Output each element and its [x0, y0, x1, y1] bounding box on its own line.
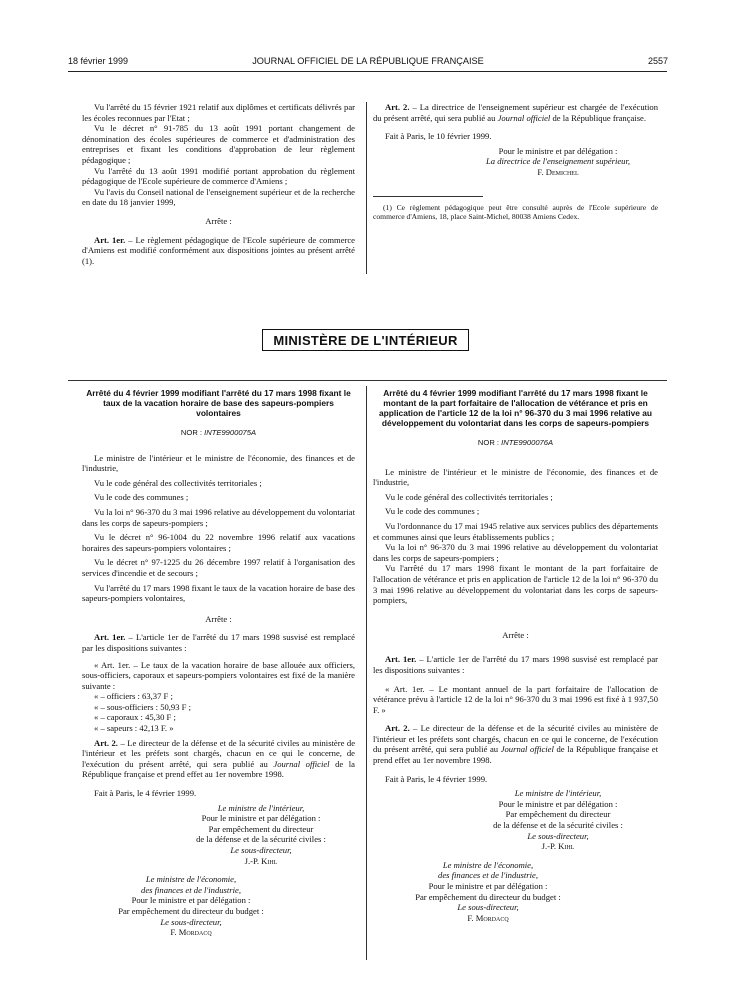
signature-line: Pour le ministre et par délégation : — [131, 895, 251, 906]
header-journal-title: JOURNAL OFFICIEL DE LA RÉPUBLIQUE FRANÇAISE — [252, 56, 484, 66]
signature-line: Le ministre de l'économie, — [442, 859, 534, 870]
nor-code: INTE9900076A — [501, 438, 554, 447]
arrete-heading: Arrête : — [205, 215, 232, 226]
left-article — [82, 388, 355, 938]
journal-officiel-ref: Journal officiel — [497, 112, 551, 123]
signature-name: F. Mordacq — [467, 912, 509, 923]
visa-paragraph: Vu l'arrêté du 17 mars 1998 fixant le taux de la vacation horaire de base des sapeurs-pompiers volontaires, — [82, 582, 355, 604]
article-text: de la République française. — [550, 112, 646, 123]
signature-line: La directrice de l'enseignement supérieur, — [486, 156, 630, 167]
article-title: Arrêté du 4 février 1999 modifiant l'arrêté du 17 mars 1998 fixant le taux de la vacation horaire de base des sapeurs-pompiers volontaires — [86, 388, 351, 418]
article-2 — [82, 738, 355, 780]
article-text: de la République française et prend effet au 1er novembre 1998. — [82, 758, 355, 780]
signature-name: F. Demichel — [537, 166, 579, 177]
banner-rule — [68, 380, 667, 381]
signature-line: des finances et de l'industrie, — [438, 870, 538, 881]
article-label: Art. 1er. — [385, 654, 417, 665]
signature-line: Le ministre de l'économie, — [145, 874, 237, 885]
signature-line: Le ministre de l'intérieur, — [514, 788, 602, 799]
signature-block-interior — [458, 788, 658, 852]
signature-name: J.-P. Kihl — [541, 841, 575, 852]
preamble-paragraph: Le ministre de l'intérieur et le ministre de l'économie, des finances et de l'industrie, — [373, 466, 658, 488]
quoted-article: « Art. 1er. – Le taux de la vacation horaire de base allouée aux officiers, sous-officiers, caporaux et sapeurs-pompiers volontaires est fixé de la manière suivante : — [82, 659, 355, 691]
arrete-heading: Arrête : — [502, 629, 529, 640]
signature-line: Pour le ministre et par délégation : — [201, 813, 321, 824]
column-divider-top — [366, 102, 367, 274]
signature-line: Pour le ministre et par délégation : — [498, 145, 618, 156]
visa-paragraph: Vu le décret n° 91-785 du 13 août 1991 portant changement de dénomination des écoles supérieures de commerce et d'administration des entreprises et fixant les conditions d'approbation de leur règlement pédagogique ; — [82, 123, 355, 165]
nor-label: NOR : — [180, 428, 205, 437]
visa-paragraph: Vu le décret n° 96-1004 du 22 novembre 1996 relatif aux vacations horaires des sapeurs-pompiers volontaires ; — [82, 532, 355, 553]
done-at: Fait à Paris, le 4 février 1999. — [94, 788, 197, 799]
signature-block — [458, 146, 658, 178]
article-2 — [373, 723, 658, 765]
footnote: (1) Ce règlement pédagogique peut être consulté auprès de l'Ecole supérieure de commerce d'Amiens, 18, place Saint-Michel, 80038 Amiens Cedex. — [373, 202, 658, 221]
signature-block-interior — [167, 803, 355, 867]
signature-line: Le sous-directeur, — [527, 830, 589, 841]
signature-line: Pour le ministre et par délégation : — [428, 881, 548, 891]
ministry-title: MINISTÈRE DE L'INTÉRIEUR — [262, 329, 468, 351]
visa-paragraph: Vu le code des communes ; — [385, 506, 480, 517]
footnote-rule — [373, 196, 483, 197]
done-at: Fait à Paris, le 4 février 1999. — [385, 773, 488, 784]
article-text: – L'article 1er de l'arrêté du 17 mars 1998 susvisé est remplacé par les dispositions suivantes : — [82, 632, 355, 653]
visa-paragraph: Vu le décret n° 97-1225 du 26 décembre 1997 relatif à l'organisation des services d'incendie et de secours ; — [82, 557, 355, 578]
visa-paragraph: Vu le code général des collectivités territoriales ; — [94, 477, 262, 488]
visa-paragraph: Vu le code des communes ; — [94, 492, 189, 503]
signature-line: Le ministre de l'intérieur, — [217, 802, 305, 813]
nor-reference — [82, 428, 355, 439]
ministry-banner — [0, 329, 731, 355]
signature-block-economy — [373, 860, 603, 924]
visa-paragraph: Vu l'arrêté du 15 février 1921 relatif aux diplômes et certificats délivrés par les écoles reconnues par l'Etat ; — [82, 102, 355, 123]
signature-name: F. Mordacq — [170, 927, 212, 938]
signature-line: Par empêchement du directeur — [208, 823, 314, 834]
article-label: Art. 2. — [385, 723, 410, 734]
visa-paragraph: Vu l'ordonnance du 17 mai 1945 relative aux services publics des départements et communes ainsi que leurs établissements publics ; — [373, 520, 658, 542]
signature-line: de la défense et de la sécurité civiles : — [196, 834, 326, 845]
top-left-column — [82, 102, 355, 266]
article-1 — [82, 632, 355, 653]
article-text: – Le règlement pédagogique de l'Ecole supérieure de commerce d'Amiens est modifié conformément aux dispositions jointes au présent arrêté (1). — [82, 234, 355, 266]
signature-line: Le sous-directeur, — [230, 845, 292, 855]
article-label: Art. 2. — [94, 737, 118, 748]
article-label: Art. 2. — [385, 102, 410, 112]
signature-name: J.-P. Kihl — [244, 855, 278, 866]
quoted-article: « Art. 1er. – Le montant annuel de la part forfaitaire de l'allocation de vétérance prévu à l'article 12 de la loi n° 96-370 du 3 mai 1996 est fixé à 1 937,50 F. » — [373, 683, 658, 715]
signature-line: Le sous-directeur, — [160, 916, 222, 927]
arrete-heading: Arrête : — [205, 613, 232, 624]
nor-label: NOR : — [477, 438, 502, 447]
header-page-number: 2557 — [647, 56, 668, 66]
visa-paragraph: Vu le code général des collectivités territoriales ; — [385, 491, 553, 502]
article-label: Art. 1er. — [94, 632, 126, 643]
article-label: Art. 1er. — [94, 234, 126, 245]
rate-item: « – caporaux : 45,30 F ; — [94, 712, 176, 723]
right-article — [373, 388, 658, 923]
signature-line: des finances et de l'industrie, — [141, 884, 241, 895]
signature-block-economy — [82, 874, 300, 938]
rate-item: « – officiers : 63,37 F ; — [94, 691, 173, 702]
rate-item: « – sapeurs : 42,13 F. » — [94, 723, 174, 734]
preamble-paragraph: Le ministre de l'intérieur et le ministre de l'économie, des finances et de l'industrie, — [82, 452, 355, 474]
nor-code: INTE9900075A — [204, 428, 257, 437]
signature-line: Le sous-directeur, — [457, 902, 519, 913]
visa-paragraph: Vu l'arrêté du 13 août 1991 modifié portant approbation du règlement pédagogique de l'Ecole supérieure de commerce d'Amiens ; — [82, 165, 355, 187]
visa-paragraph: Vu l'avis du Conseil national de l'enseignement supérieur et de la recherche en date du 18 janvier 1999, — [82, 186, 355, 208]
journal-officiel-ref: Journal officiel — [273, 758, 330, 769]
article-1 — [82, 235, 355, 267]
visa-paragraph: Vu la loi n° 96-370 du 3 mai 1996 relative au développement du volontariat dans les corps de sapeurs-pompiers ; — [373, 542, 658, 563]
signature-line: Par empêchement du directeur du budget : — [415, 891, 561, 902]
article-text: – Le directeur de la défense et de la sécurité civiles au ministère de l'intérieur et les préfets sont chargés, chacun en ce qui le concerne, de l'exécution du présent arrêté, qui sera publié au — [82, 737, 356, 769]
rate-item: « – sous-officiers : 50,93 F ; — [94, 701, 191, 712]
signature-line: de la défense et de la sécurité civiles : — [493, 820, 623, 831]
top-right-column — [373, 102, 658, 221]
visa-paragraph: Vu la loi n° 96-370 du 3 mai 1996 relative au développement du volontariat dans les corps de sapeurs-pompiers ; — [82, 506, 355, 528]
article-text: – Le directeur de la défense et de la sécurité civiles au ministère de l'intérieur et les préfets sont chargés, chacun en ce qui le concerne, de l'exécution du présent arrêté, qui sera publié au — [373, 723, 659, 755]
article-1 — [373, 654, 658, 675]
article-text: – L'article 1er de l'arrêté du 17 mars 1998 susvisé est remplacé par les dispositions suivantes : — [373, 654, 659, 675]
article-text: – La directrice de l'enseignement supérieur est chargée de l'exécution du présent arrêté, qui sera publié au — [373, 102, 658, 123]
journal-officiel-ref: Journal officiel — [500, 744, 554, 755]
article-text: de la République française et prend effet au 1er novembre 1998. — [373, 744, 659, 766]
page-header — [68, 56, 668, 70]
visa-paragraph: Vu l'arrêté du 17 mars 1998 fixant le montant de la part forfaitaire de l'allocation de vétérance et pris en application de l'article 12 de la loi n° 96-370 du 3 mai 1996 relative au développement du volontariat dans les corps de sapeurs-pompiers, — [373, 563, 658, 606]
article-title: Arrêté du 4 février 1999 modifiant l'arrêté du 17 mars 1998 fixant le montant de la part forfaitaire de l'allocation de vétérance et pris en application de l'article 12 de la loi n° 96-370 du 3 mai 1996 relative au développement du volontariat dans les corps de sapeurs-pompiers — [379, 388, 652, 428]
header-rule — [68, 71, 667, 72]
signature-line: Par empêchement du directeur du budget : — [118, 905, 264, 916]
article-2 — [373, 102, 658, 123]
column-divider-bottom — [366, 386, 367, 960]
signature-line: Par empêchement du directeur — [505, 809, 611, 820]
done-at: Fait à Paris, le 10 février 1999. — [385, 131, 492, 142]
signature-line: Pour le ministre et par délégation : — [498, 798, 618, 809]
nor-reference — [373, 438, 658, 449]
header-date: 18 février 1999 — [68, 56, 129, 66]
